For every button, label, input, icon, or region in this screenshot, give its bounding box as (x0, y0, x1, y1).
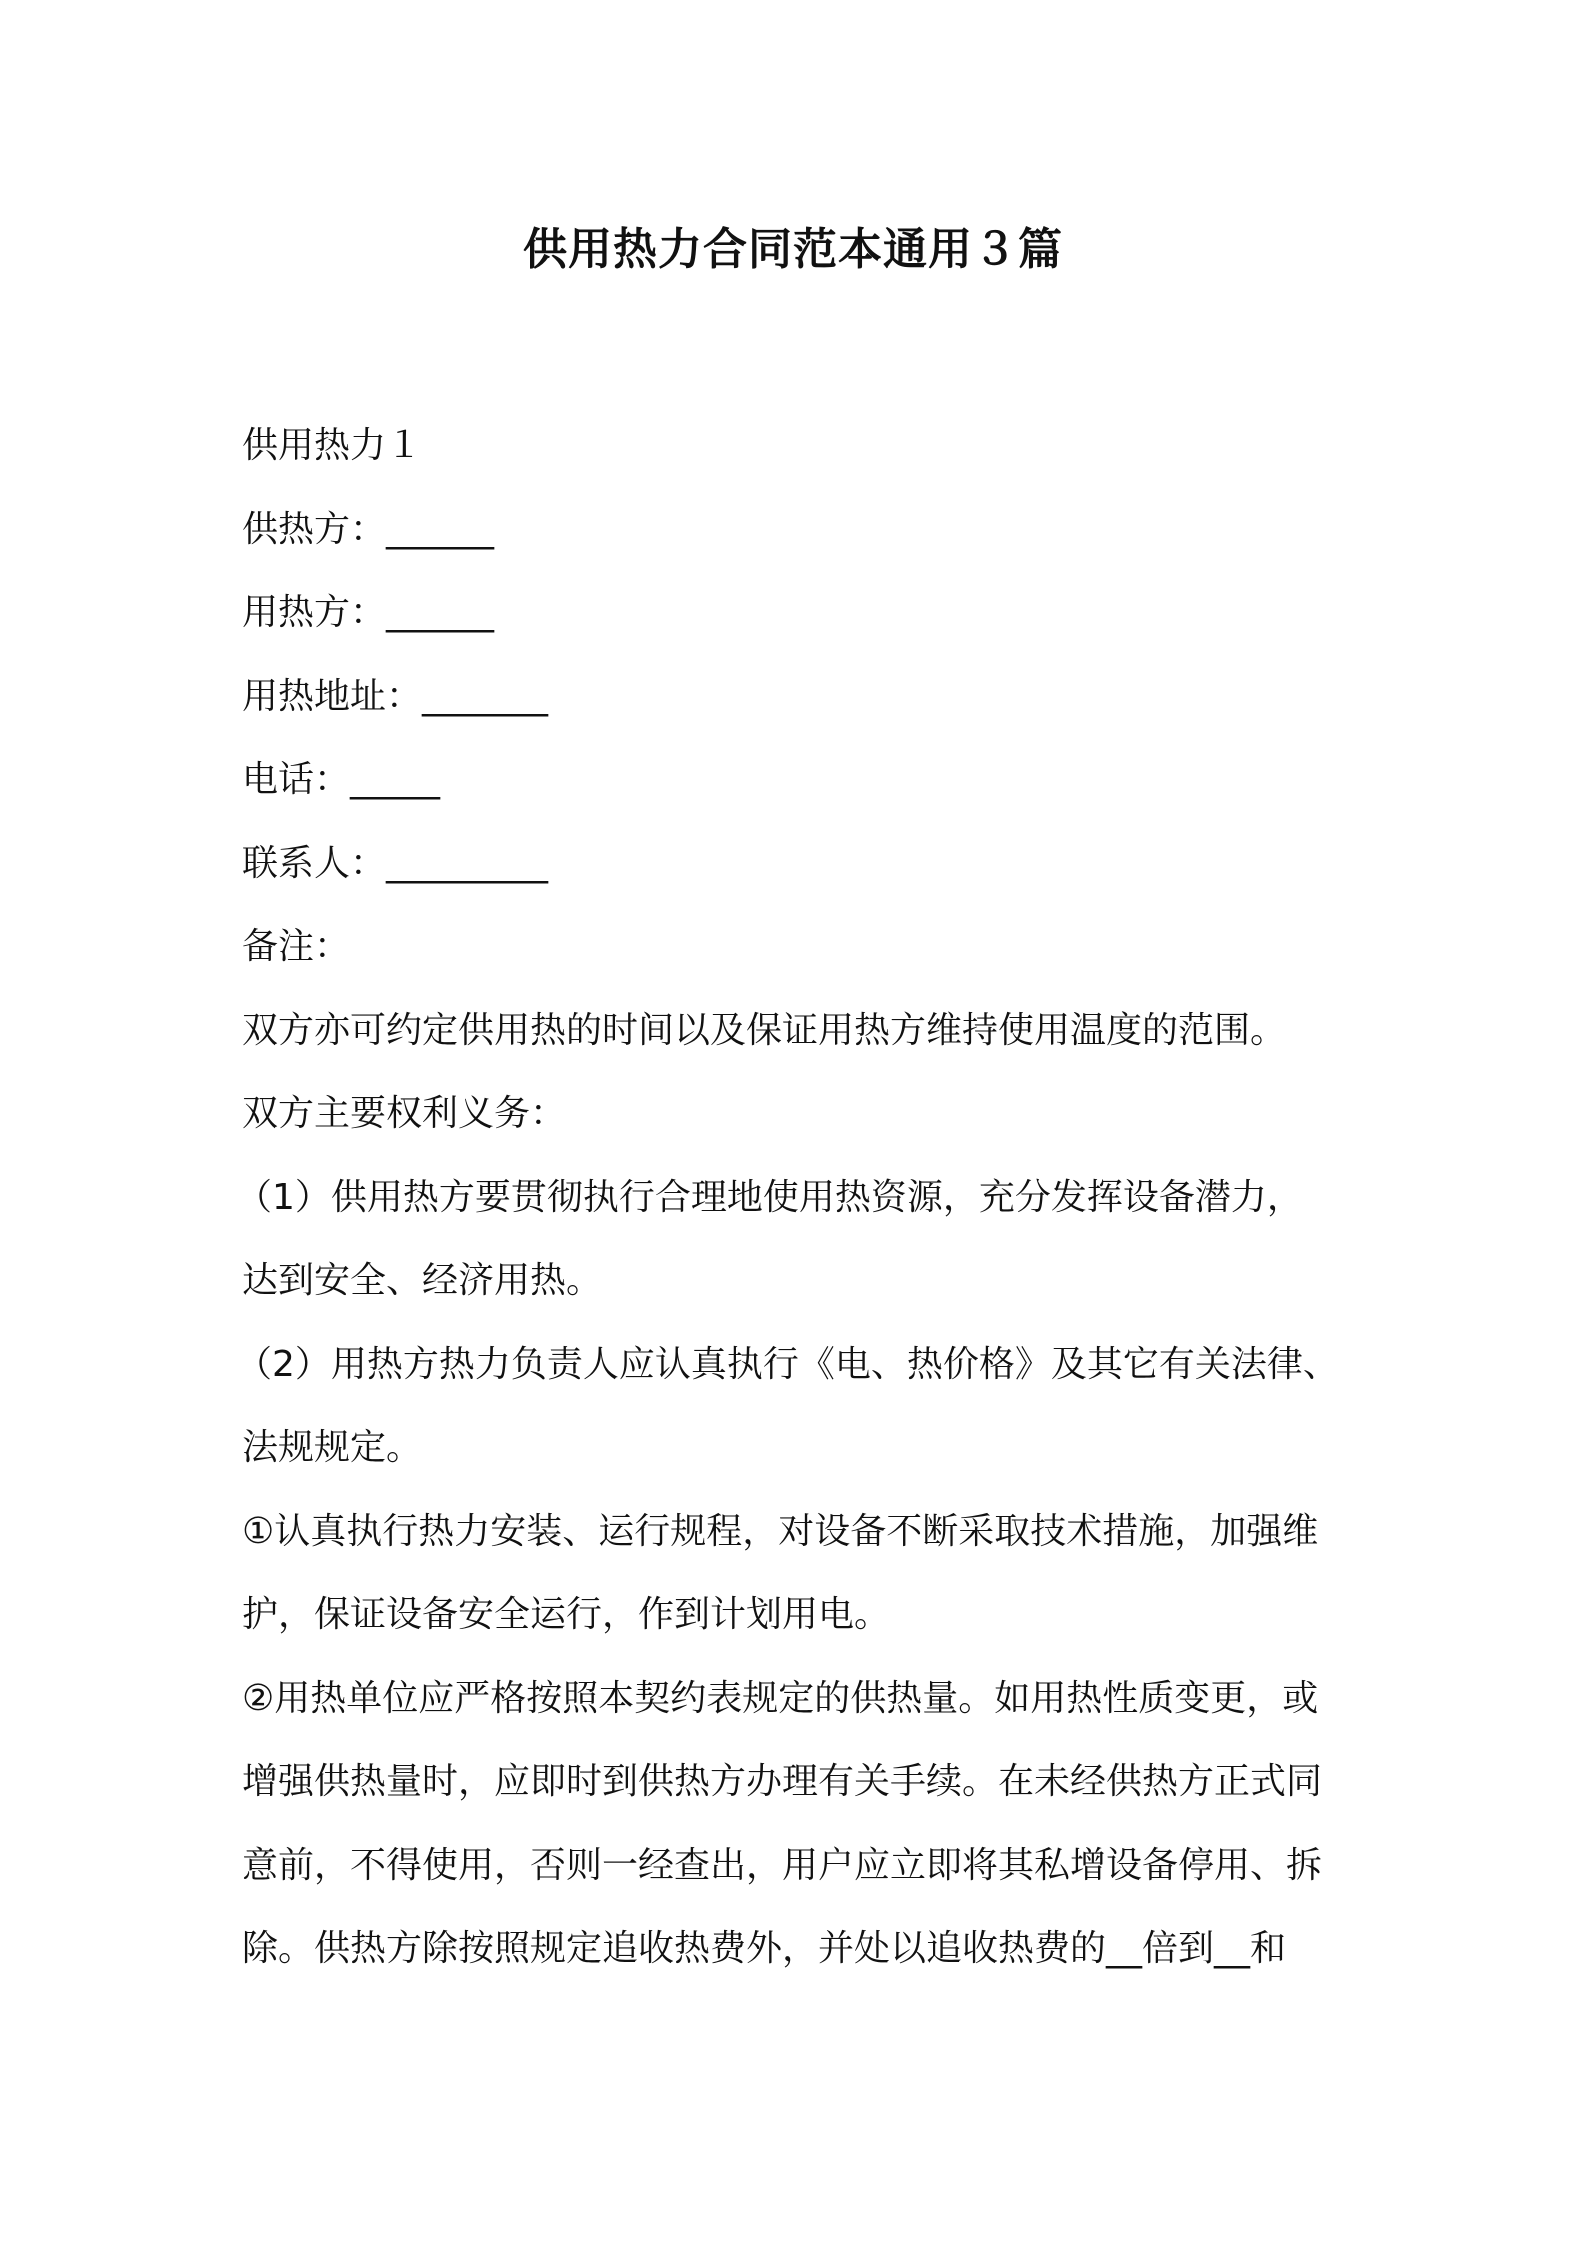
paragraph-line: ②用热单位应严格按照本契约表规定的供热量。如用热性质变更，或 (242, 1677, 1319, 1719)
paragraph-line: 达到安全、经济用热。 (242, 1260, 603, 1301)
heat-user-field: 用热方：______ (242, 592, 495, 633)
paragraph-line: 护，保证设备安全运行，作到计划用电。 (242, 1594, 891, 1635)
paragraph-line: ①认真执行热力安装、运行规程，对设备不断采取技术措施，加强维 (242, 1510, 1319, 1552)
remarks-label: 备注： (242, 926, 351, 967)
paragraph-line: 增强供热量时，应即时到供热方办理有关手续。在未经供热方正式同 (242, 1761, 1323, 1802)
paragraph-line: 双方亦可约定供用热的时间以及保证用热方维持使用温度的范围。 (242, 1009, 1287, 1051)
phone-field: 电话：_____ (242, 759, 441, 800)
paragraph-line: 除。供热方除按照规定追收热费外，并处以追收热费的__倍到__和 (242, 1928, 1287, 1969)
contact-person-field: 联系人：_________ (242, 842, 549, 884)
paragraph-line: 意前，不得使用，否则一经查出，用户应立即将其私增设备停用、拆 (242, 1844, 1323, 1886)
heat-supplier-field: 供热方：______ (242, 508, 495, 550)
paragraph-line: 法规规定。 (242, 1427, 423, 1468)
paragraph-line: （1）供用热方要贯彻执行合理地使用热资源，充分发挥设备潜力， (236, 1176, 1303, 1218)
heat-address-field: 用热地址：_______ (242, 675, 549, 717)
paragraph-line: （2）用热方热力负责人应认真执行《电、热价格》及其它有关法律、 (236, 1343, 1339, 1385)
document-body (236, 404, 1382, 1991)
document-title: 供用热力合同范本通用３篇 (523, 224, 1063, 275)
paragraph-line: 双方主要权利义务： (242, 1093, 567, 1134)
section-heading: 供用热力１ (242, 425, 423, 466)
